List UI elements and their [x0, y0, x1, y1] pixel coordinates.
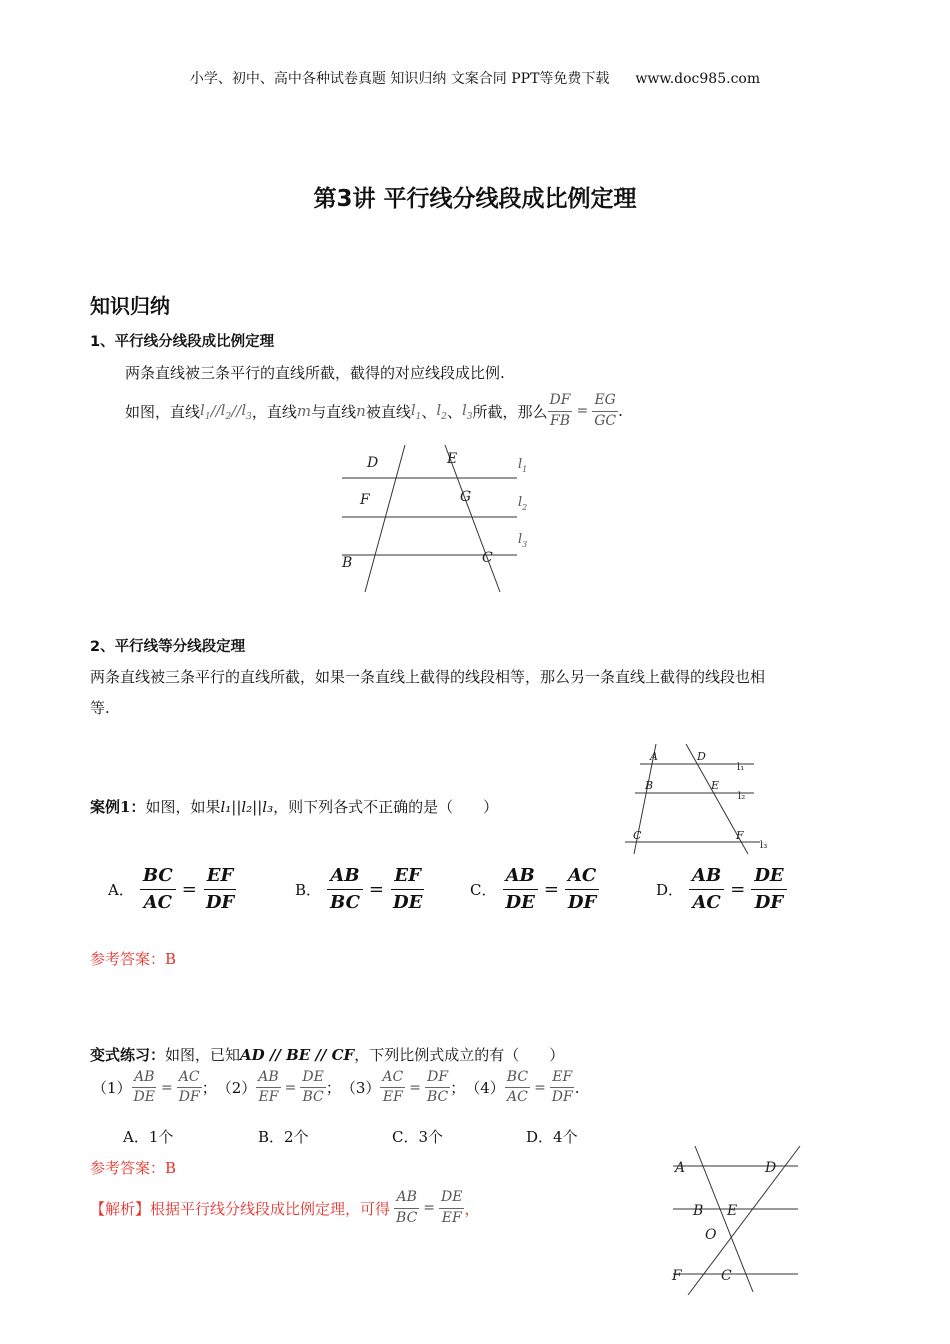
svg-text:l₁: l₁ [737, 762, 745, 773]
section-heading: 知识归纳 [90, 294, 170, 318]
theorem2-heading: 2、平行线等分线段定理 [90, 639, 246, 655]
variant-choice-c[interactable]: C．3个 [392, 1128, 444, 1146]
case1-option-c[interactable]: C． $\frac{AB}{DE}$ = $\frac{AC}{DF}$ [470, 866, 599, 913]
svg-text:F: F [672, 1268, 682, 1284]
label-l1: $l_1$ [518, 457, 528, 474]
case1-option-a[interactable]: A． $\frac{BC}{AC}$ = $\frac{EF}{DF}$ [108, 866, 237, 913]
svg-text:A: A [650, 750, 658, 763]
fraction-eg-gc: $\frac{EG}{GC}$ [594, 392, 617, 429]
svg-text:B: B [645, 779, 654, 792]
label-G: G [460, 489, 472, 505]
case1-option-d[interactable]: D． $\frac{AB}{AC}$ = $\frac{DE}{DF}$ [656, 866, 787, 913]
variant-choice-b[interactable]: B．2个 [258, 1128, 309, 1146]
svg-text:C: C [721, 1268, 732, 1284]
svg-text:A: A [675, 1160, 686, 1176]
label-C: C [482, 550, 493, 566]
label-l3: $l_3$ [518, 532, 528, 549]
label-B: B [342, 555, 353, 571]
figure-parallel-lines [330, 440, 540, 600]
case1-answer: 参考答案：B [90, 950, 177, 968]
variant-choice-d[interactable]: D．4个 [526, 1128, 578, 1146]
variant-answer: 参考答案：B [90, 1159, 177, 1177]
svg-text:F: F [736, 829, 744, 842]
svg-text:E: E [727, 1203, 738, 1219]
svg-text:E: E [711, 779, 720, 792]
svg-text:D: D [765, 1160, 777, 1176]
svg-text:l₃: l₃ [760, 840, 768, 851]
variant-analysis: 【解析】 根据平行线分线段成比例定理，可得 $\frac{AB}{BC}$ = $\frac{DE}{EF}$ ， [90, 1189, 480, 1226]
theorem1-statement: 两条直线被三条平行的直线所截，截得的对应线段成比例. [125, 364, 505, 382]
svg-text:D: D [697, 750, 706, 763]
label-F: F [360, 492, 370, 508]
theorem2-statement-line2: 等. [90, 699, 110, 717]
variant-choice-a[interactable]: A．1个 [123, 1128, 174, 1146]
variant-question: 变式练习：如图，已知AD // BE // CF，下列比例式成立的有（ ） [90, 1046, 565, 1064]
label-E: E [447, 451, 458, 467]
theorem2-statement-line1: 两条直线被三条平行的直线所截，如果一条直线上截得的线段相等，那么另一条直线上截得的线段也相 [90, 668, 766, 686]
label-D: D [367, 455, 379, 471]
label-l2: $l_2$ [518, 495, 528, 512]
theorem1-heading: 1、平行线分线段成比例定理 [90, 334, 275, 350]
line-n [445, 445, 500, 592]
header-site[interactable]: www.doc985.com [635, 71, 761, 87]
case1-option-b[interactable]: B． $\frac{AB}{BC}$ = $\frac{EF}{DE}$ [295, 865, 423, 913]
svg-text:B: B [693, 1203, 704, 1219]
variant-items: （1） $\frac{AB}{DE}$ = $\frac{AC}{DF}$ ； （2） $\frac{AB}{EF}$ = $\frac{DE}{BC}$ ； （3） $\frac{AC}{EF}$ = $\frac{DF}{BC}$ ； （4） $\frac{BC}{AC}$ = $\frac{EF}{DF}$ . [92, 1069, 580, 1106]
svg-text:l₂: l₂ [738, 791, 746, 802]
fraction-df-fb: $\frac{DF}{FB}$ [549, 392, 571, 429]
case1-question: 案例1：如图，如果l₁||l₂||l₃，则下列各式不正确的是（ ） [90, 798, 499, 816]
page-title: 第3讲 平行线分线段成比例定理 [313, 186, 637, 212]
theorem1-example: 如图，直线 $l_1$ // $l_2$ // $l_3$ ，直线 m 与直线 n 被直线 $l_1$ 、 $l_2$ 、 $l_3$ 所截，那么 $\frac{DF}{FB}$ = $\frac{EG}{GC}$ . [125, 392, 623, 429]
header-text: 小学、初中、高中各种试卷真题 知识归纳 文案合同 PPT等免费下载 [189, 71, 610, 87]
svg-text:O: O [705, 1227, 717, 1243]
case1-figure [618, 742, 780, 857]
svg-text:C: C [633, 829, 642, 842]
variant-figure [665, 1140, 805, 1300]
page-header [0, 68, 950, 88]
